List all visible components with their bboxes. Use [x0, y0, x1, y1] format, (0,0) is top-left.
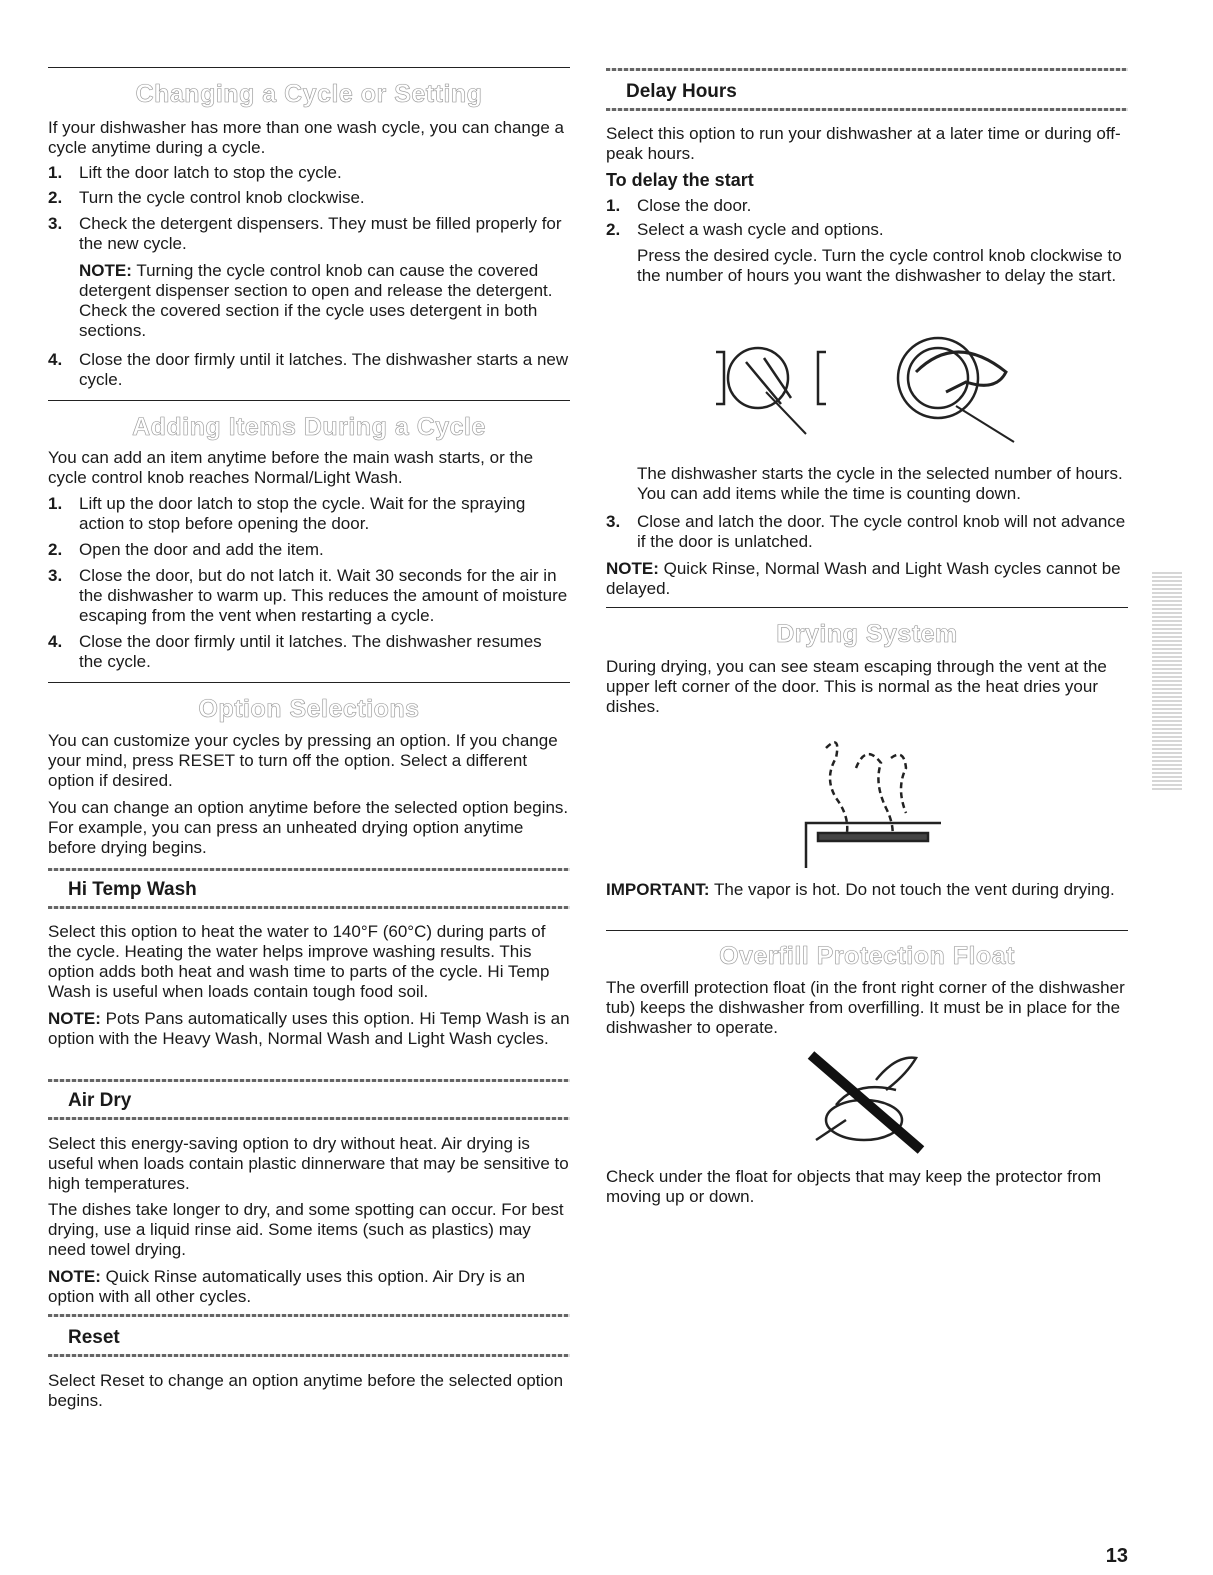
reset-heading-band	[48, 1314, 570, 1358]
section-rule	[48, 682, 570, 683]
delay-p1: Select this option to run your dishwasher at a later time or during off-peak hours.	[606, 124, 1121, 163]
delay-subheading: To delay the start	[606, 170, 754, 190]
options-p1: You can customize your cycles by pressing an option. If you change your mind, press RESET to turn off the option. Select a different option if desired.	[48, 731, 558, 790]
airdry-heading: Air Dry	[68, 1090, 132, 1111]
overfill-p2: Check under the float for objects that may keep the protector from moving up or down.	[606, 1167, 1102, 1206]
changing-step-2: 2. Turn the cycle control knob clockwise.	[48, 188, 365, 207]
section-title-adding: Adding Items During a Cycle	[132, 413, 486, 441]
section-rule	[606, 607, 1128, 608]
adding-step-3: 3. Close the door, but do not latch it. Wait 30 seconds for the air in the dishwasher to warm up. This reduces the amount of moisture escaping from the vent when restarting a cycle.	[48, 566, 568, 625]
section-title-options: Option Selections	[198, 695, 420, 723]
changing-step-3: 3. Check the detergent dispensers. They must be filled properly for the new cycle.	[48, 214, 562, 253]
delay-step-2-detail: Press the desired cycle. Turn the cycle control knob clockwise to the number of hours you want the dishwasher to delay the start.	[637, 246, 1122, 285]
changing-intro: If your dishwasher has more than one wash cycle, you can change a cycle anytime during a cycle.	[48, 118, 564, 157]
airdry-heading-band	[48, 1079, 570, 1123]
delay-note: NOTE: Quick Rinse, Normal Wash and Light Wash cycles cannot be delayed.	[606, 559, 1121, 598]
delay-step-3: 3. Close and latch the door. The cycle control knob will not advance if the door is unlatched.	[606, 512, 1126, 551]
changing-step-4: 4. Close the door firmly until it latches. The dishwasher starts a new cycle.	[48, 350, 569, 389]
overfill-float-illustration	[806, 1050, 936, 1155]
adding-step-2: 2. Open the door and add the item.	[48, 540, 324, 559]
hitemp-heading: Hi Temp Wash	[68, 879, 197, 900]
delay-heading-band	[606, 68, 1128, 112]
airdry-p2: The dishes take longer to dry, and some spotting can occur. For best drying, use a liquid rinse aid. Some items (such as plastics) may need towel drying.	[48, 1200, 564, 1259]
reset-heading: Reset	[68, 1327, 120, 1348]
page-number: 13	[1105, 1545, 1128, 1567]
reset-p1: Select Reset to change an option anytime before the selected option begins.	[48, 1371, 564, 1410]
hitemp-p1: Select this option to heat the water to 140°F (60°C) during parts of the cycle. Heating the water helps improve washing results. This option adds both heat and wash time to parts of the cycle. Hi Temp Wash is useful when loads contain tough food soil.	[48, 922, 550, 1001]
cycle-knob-illustration	[706, 322, 1026, 452]
delay-step-2: 2. Select a wash cycle and options.	[606, 220, 884, 239]
delay-step-1: 1. Close the door.	[606, 196, 752, 215]
section-title-overfill: Overfill Protection Float	[719, 942, 1015, 970]
section-title-drying: Drying System	[776, 620, 958, 648]
drying-important: IMPORTANT: The vapor is hot. Do not touch the vent during drying.	[606, 880, 1115, 899]
hitemp-note: NOTE: Pots Pans automatically uses this option. Hi Temp Wash is an option with the Heavy Wash, Normal Wash and Light Wash cycles.	[48, 1009, 570, 1048]
adding-intro: You can add an item anytime before the main wash starts, or the cycle control knob reaches Normal/Light Wash.	[48, 448, 534, 487]
delay-after-image: The dishwasher starts the cycle in the selected number of hours. You can add items while the time is counting down.	[637, 464, 1123, 503]
adding-step-4: 4. Close the door firmly until it latches. The dishwasher resumes the cycle.	[48, 632, 542, 671]
hitemp-heading-band	[48, 868, 570, 912]
changing-step-1: 1. Lift the door latch to stop the cycle.	[48, 163, 342, 182]
drying-p1: During drying, you can see steam escaping through the vent at the upper left corner of the door. This is normal as the heat dries your dishes.	[606, 657, 1107, 716]
adding-step-1: 1. Lift up the door latch to stop the cycle. Wait for the spraying action to stop before opening the door.	[48, 494, 526, 533]
section-rule	[606, 930, 1128, 931]
options-p2: You can change an option anytime before the selected option begins. For example, you can press an unheated drying option anytime before drying begins.	[48, 798, 569, 857]
airdry-note: NOTE: Quick Rinse automatically uses this option. Air Dry is an option with all other cycles.	[48, 1267, 526, 1306]
section-rule	[48, 400, 570, 401]
overfill-p1: The overfill protection float (in the front right corner of the dishwasher tub) keeps the dishwasher from overfilling. It must be in place for the dishwasher to operate.	[606, 978, 1125, 1037]
airdry-p1: Select this energy-saving option to dry without heat. Air drying is useful when loads contain plastic dinnerware that may be sensitive to high temperatures.	[48, 1134, 569, 1193]
section-title-changing: Changing a Cycle or Setting	[135, 80, 483, 108]
delay-heading: Delay Hours	[626, 81, 737, 102]
steam-vent-illustration	[796, 728, 956, 868]
side-thumb-tab	[1152, 570, 1182, 790]
changing-note: NOTE: Turning the cycle control knob can cause the covered detergent dispenser section to open and release the detergent. Check the covered section if the cycle uses detergent in both sections.	[79, 261, 553, 340]
section-rule	[48, 67, 570, 68]
